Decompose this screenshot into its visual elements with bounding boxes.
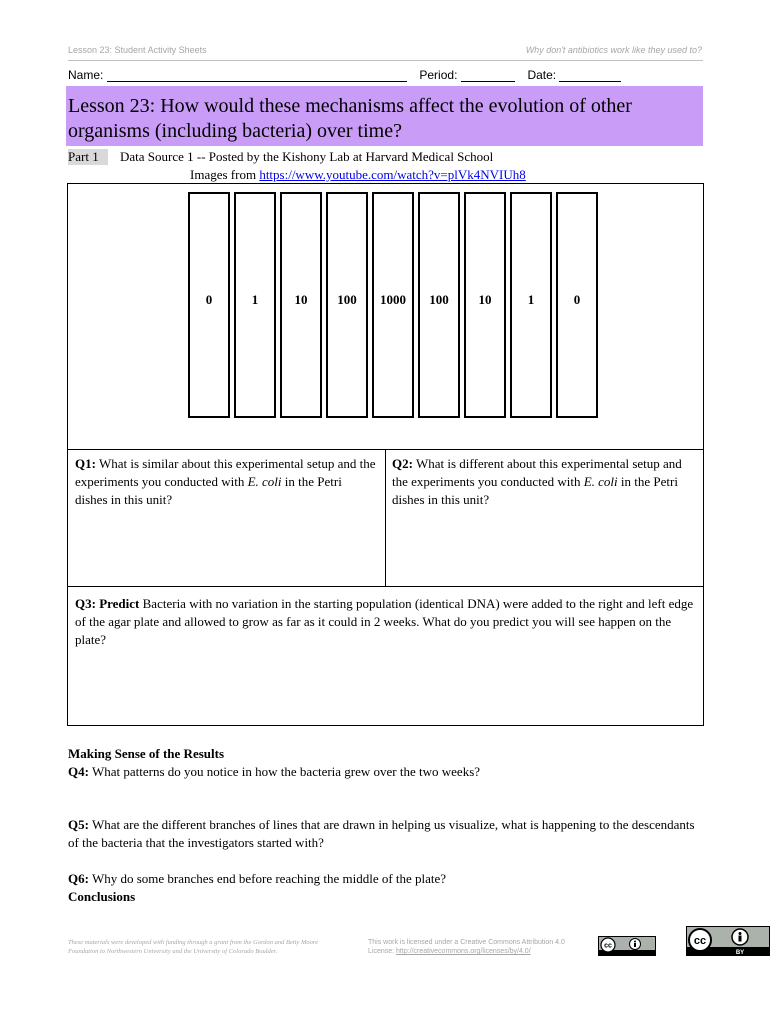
part-label: Part 1: [68, 149, 108, 165]
date-label: Date:: [527, 68, 557, 82]
making-sense-section: [68, 745, 708, 781]
q1-italic: E. coli: [247, 474, 282, 489]
q6-text: Why do some branches end before reaching the middle of the plate?: [88, 871, 447, 886]
q3-text: Bacteria with no variation in the starting population (identical DNA) were added to the right and left edge of the agar plate and allowed to grow as far as it could in 2 weeks. What do you predict you will see happen on the plate?: [75, 596, 694, 647]
strip-label: 1: [251, 292, 259, 307]
q2-text-b: in the Petri dishes in this unit?: [392, 474, 678, 507]
license-link[interactable]: http://creativecommons.org/licenses/by/4.0/: [396, 948, 531, 955]
agar-plate-diagram: [188, 192, 602, 420]
q1-text-a: What is similar about this experimental setup and the experiments you conducted with: [75, 456, 376, 489]
date-field[interactable]: [559, 69, 621, 82]
plate-strip: [280, 192, 322, 418]
question-2: [392, 455, 694, 509]
plate-strip: [188, 192, 230, 418]
plate-strip: [464, 192, 506, 418]
images-line: [190, 167, 526, 183]
making-sense-heading: Making Sense of the Results: [68, 746, 225, 761]
images-prefix: Images from: [190, 167, 260, 182]
plate-strip: [234, 192, 276, 418]
divider-q1q2-mid: [385, 449, 386, 586]
cc-by-badge-small-icon: [598, 936, 656, 956]
strip-label: 100: [429, 292, 449, 307]
q1-label: Q1:: [75, 456, 96, 471]
youtube-link[interactable]: https://www.youtube.com/watch?v=plVk4NVIUh8: [259, 167, 526, 182]
strip-label: 1000: [380, 292, 406, 307]
divider-q3-top: [67, 586, 703, 587]
plate-strip: [418, 192, 460, 418]
q3-label: Q3: Predict: [75, 596, 140, 611]
q4-text: What patterns do you notice in how the bacteria grew over the two weeks?: [88, 764, 481, 779]
question-1: [75, 455, 377, 509]
question-6: [68, 870, 708, 906]
q2-label: Q2:: [392, 456, 413, 471]
plate-strip: [556, 192, 598, 418]
q4-label: Q4:: [68, 764, 89, 779]
svg-text:cc: cc: [693, 935, 707, 947]
conclusions-heading: Conclusions: [68, 889, 136, 904]
period-label: Period:: [419, 68, 458, 82]
strip-label: 10: [478, 292, 492, 307]
header-right: Why don't antibiotics work like they used to?: [525, 45, 702, 55]
name-label: Name:: [68, 68, 104, 82]
plate-strip: [510, 192, 552, 418]
question-5: [68, 816, 708, 852]
strip-label: 10: [294, 292, 308, 307]
header-rule: [68, 60, 703, 61]
strip-label: 0: [573, 292, 581, 307]
strip-label: 0: [205, 292, 213, 307]
plate-strip: [326, 192, 368, 418]
data-source-line: Data Source 1 -- Posted by the Kishony Lab at Harvard Medical School: [120, 149, 494, 164]
q1-text-b: in the Petri dishes in this unit?: [75, 474, 342, 507]
q6-label: Q6:: [68, 871, 89, 886]
strip-label: 100: [337, 292, 357, 307]
header-left: Lesson 23: Student Activity Sheets: [68, 45, 207, 55]
q2-italic: E. coli: [583, 474, 618, 489]
question-3: [75, 595, 695, 649]
lesson-title: Lesson 23: How would these mechanisms affect the evolution of other organisms (including bacteria) over time?: [68, 95, 632, 142]
funding-note: These materials were developed with funding through a grant from the Gordon and Betty Moore Foundation to Northwestern University and the University of Colorado Boulder.: [68, 939, 319, 955]
svg-text:cc: cc: [604, 942, 612, 950]
svg-text:BY: BY: [735, 950, 745, 956]
q5-text: What are the different branches of lines that are drawn in helping us visualize, what is happening to the descendants of the bacteria that the investigators started with?: [68, 817, 695, 850]
cc-by-badge-icon: [686, 926, 770, 956]
plate-strip: [372, 192, 414, 418]
q5-label: Q5:: [68, 817, 89, 832]
period-field[interactable]: [461, 69, 515, 82]
license-note: [368, 938, 583, 956]
q2-text-a: What is different about this experimental setup and the experiments you conducted with: [392, 456, 682, 489]
license-text: This work is licensed under a Creative Commons Attribution 4.0 License:: [368, 939, 565, 955]
name-field[interactable]: [107, 69, 407, 82]
name-row: [68, 68, 703, 82]
strip-label: 1: [527, 292, 535, 307]
